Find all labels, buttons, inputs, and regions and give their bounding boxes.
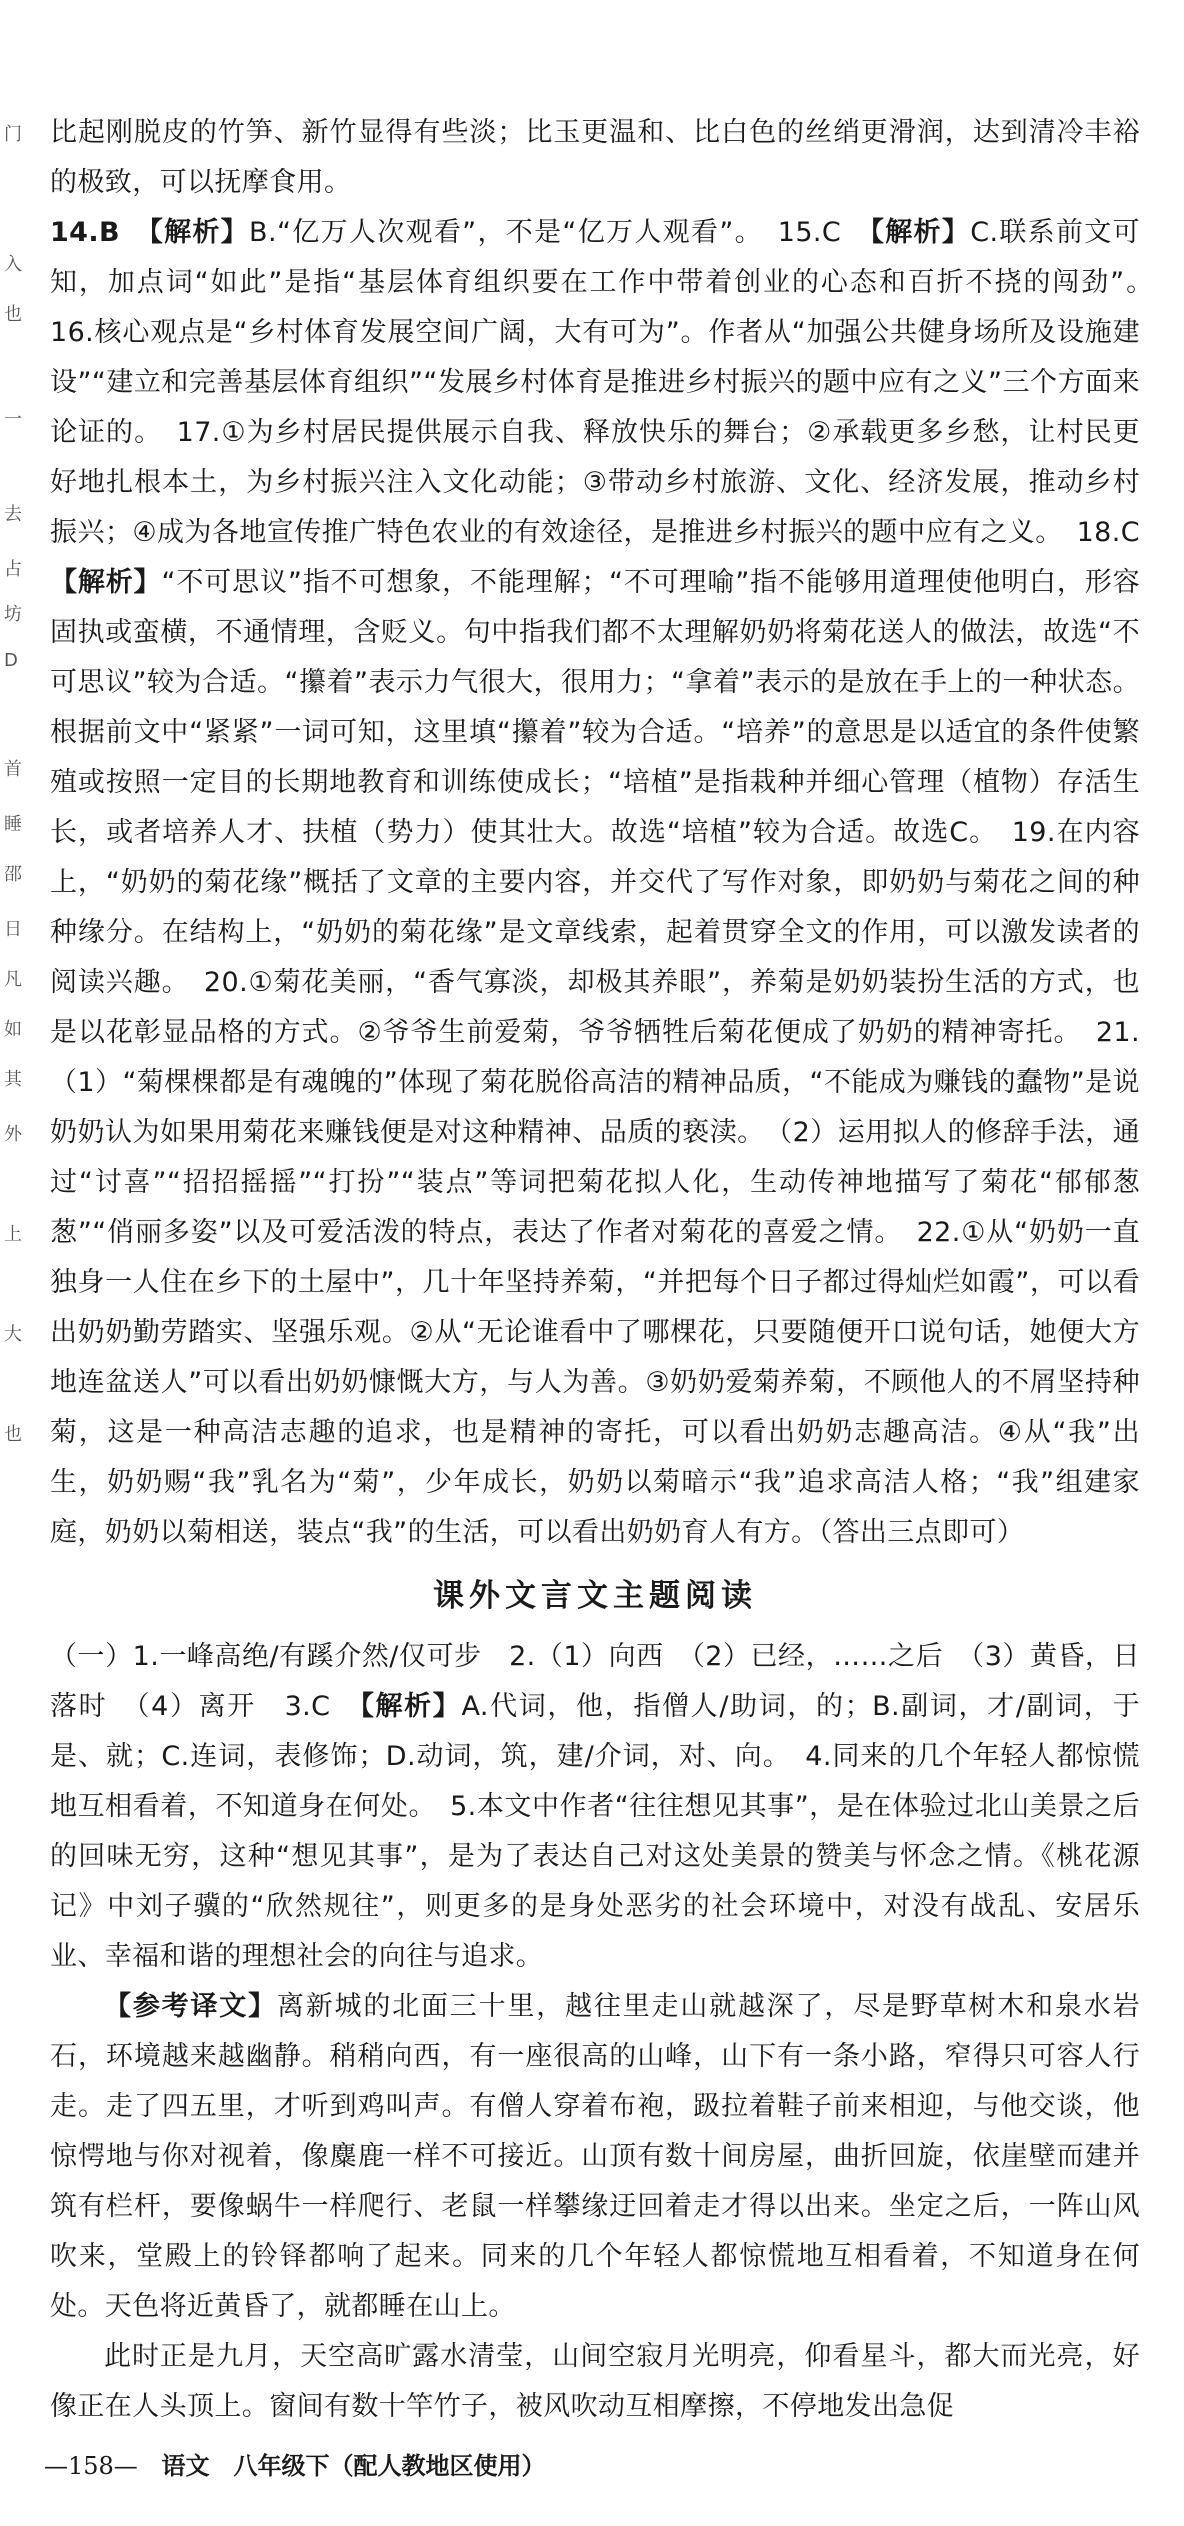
page-content: [50, 108, 1168, 2432]
translation-paragraph: [50, 1982, 1140, 2332]
answer-text: C.联系前文可知，加点词“如此”是指“基层体育组织要在工作中带着创业的心态和百折不挠的闯劲”。 16.核心观点是“乡村体育发展空间广阔，大有可为”。作者从“加强公共健身场所及设施建设”“建立和完善基层体育组织”“发展乡村体育是推进乡村振兴的题中应有之义”三个方面来论证的。 17.①为乡村居民提供展示自我、释放快乐的舞台；②承载更多乡愁，让村民更好地扎根本土，为乡村振兴注入文化动能；③带动乡村旅游、文化、经济发展，推动乡村振兴；④成为各地宣传推广特色农业的有效途径，是推进乡村振兴的题中应有之义。 18.C: [50, 217, 1168, 548]
translation-label: 【参考译文】: [104, 1991, 277, 2022]
binding-gutter: [0, 0, 30, 2526]
gutter-char: D: [4, 650, 18, 671]
page-footer: [44, 2446, 545, 2481]
answer-text: B.“亿万人次观看”，不是“亿万人观看”。 15.C: [249, 217, 842, 248]
gutter-char: 上: [4, 1224, 22, 1245]
gutter-char: 也: [4, 1424, 22, 1445]
gutter-char: 也: [4, 304, 22, 325]
analysis-tag: 【解析】: [149, 217, 250, 248]
analysis-tag: 【解析】: [870, 217, 971, 248]
gutter-char: 睡: [4, 814, 22, 835]
classical-answers: [50, 1632, 1140, 1982]
gutter-char: 占: [4, 559, 22, 580]
gutter-char: 坊: [4, 604, 22, 625]
question-number: 14.B: [50, 217, 121, 248]
gutter-char: 外: [4, 1124, 22, 1145]
answer-paragraph-continued: 比起刚脱皮的竹笋、新竹显得有些淡；比玉更温和、比白色的丝绡更滑润，达到清冷丰裕的极致，可以抚摩食用。: [50, 117, 1140, 198]
gutter-char: 日: [4, 919, 22, 940]
gutter-char: 邵: [4, 864, 22, 885]
answer-paragraph: [50, 208, 1168, 1558]
translation-paragraph: 此时正是九月，天空高旷露水清莹，山间空寂月光明亮，仰看星斗，都大而光亮，好像正在人头顶上。窗间有数十竿竹子，被风吹动互相摩擦，不停地发出急促: [50, 2341, 1140, 2422]
gutter-char: 大: [4, 1324, 22, 1345]
translation-text: 离新城的北面三十里，越往里走山就越深了，尽是野草树木和泉水岩石，环境越来越幽静。稍稍向西，有一座很高的山峰，山下有一条小路，窄得只可容人行走。走了四五里，才听到鸡叫声。有僧人穿着布袍，趿拉着鞋子前来相迎，与他交谈，他惊愕地与你对视着，像麋鹿一样不可接近。山顶有数十间房屋，曲折回旋，依崖壁而建并筑有栏杆，要像蜗牛一样爬行、老鼠一样攀缘迂回着走才得以出来。坐定之后，一阵山风吹来，堂殿上的铃铎都响了起来。同来的几个年轻人都惊慌地互相看着，不知道身在何处。天色将近黄昏了，就都睡在山上。: [50, 1991, 1140, 2322]
analysis-tag: 【解析】: [360, 1691, 462, 1722]
book-subject: 语文 八年级下（配人教地区使用）: [161, 2451, 546, 2480]
answer-text: A.代词，他，指僧人/助词，的；B.副词，才/副词，于是、就；C.连词，表修饰；D.动词，筑，建/介词，对、向。 4.同来的几个年轻人都惊慌地互相看着，不知道身在何处。 5.本文中作者“往往想见其事”，是在体验过北山美景之后的回味无穷，这种“想见其事”，是为了表达自己对这处美景的赞美与怀念之情。《桃花源记》中刘子骥的“欣然规往”，则更多的是身处恶劣的社会环境中，对没有战乱、安居乐业、幸福和谐的理想社会的向往与追求。: [50, 1691, 1140, 1972]
gutter-char: 一: [4, 409, 22, 430]
gutter-char: 如: [4, 1019, 22, 1040]
answer-text: （一）1.一峰高绝/有蹊介然/仅可步 2.（1）向西 （2）已经，……之后 （3）黄昏，日落时 （4）离开 3.C: [50, 1641, 1140, 1722]
gutter-char: 其: [4, 1069, 22, 1090]
section-title: 课外文言文主题阅读: [433, 1578, 757, 1614]
analysis-tag: 【解析】: [50, 567, 162, 598]
gutter-char: 凡: [4, 969, 22, 990]
gutter-char: 入: [4, 254, 22, 275]
answer-text: “不可思议”指不可想象，不能理解；“不可理喻”指不能够用道理使他明白，形容固执或蛮横，不通情理，含贬义。句中指我们都不太理解奶奶将菊花送人的做法，故选“不可思议”较为合适。“攥着”表示力气很大，很用力；“拿着”表示的是放在手上的一种状态。根据前文中“紧紧”一词可知，这里填“攥着”较为合适。“培养”的意思是以适宜的条件使繁殖或按照一定目的长期地教育和训练使成长；“培植”是指栽种并细心管理（植物）存活生长，或者培养人才、扶植（势力）使其壮大。故选“培植”较为合适。故选C。 19.在内容上，“奶奶的菊花缘”概括了文章的主要内容，并交代了写作对象，即奶奶与菊花之间的种种缘分。在结构上，“奶奶的菊花缘”是文章线索，起着贯穿全文的作用，可以激发读者的阅读兴趣。 20.①菊花美丽，“香气寡淡，却极其养眼”，养菊是奶奶装扮生活的方式，也是以花彰显品格的方式。②爷爷生前爱菊，爷爷牺牲后菊花便成了奶奶的精神寄托。 21.（1）“菊棵棵都是有魂魄的”体现了菊花脱俗高洁的精神品质，“不能成为赚钱的蠢物”是说奶奶认为如果用菊花来赚钱便是对这种精神、品质的亵渎。 （2）运用拟人的修辞手法，通过“讨喜”“招招摇摇”“打扮”“装点”等词把菊花拟人化，生动传神地描写了菊花“郁郁葱葱”“俏丽多姿”以及可爱活泼的特点，表达了作者对菊花的喜爱之情。 22.①从“奶奶一直独身一人住在乡下的土屋中”，几十年坚持养菊，“并把每个日子都过得灿烂如霞”，可以看出奶奶勤劳踏实、坚强乐观。②从“无论谁看中了哪棵花，只要随便开口说句话，她便大方地连盆送人”可以看出奶奶慷慨大方，与人为善。③奶奶爱菊养菊，不顾他人的不屑坚持种菊，这是一种高洁志趣的追求，也是精神的寄托，可以看出奶奶志趣高洁。④从“我”出生，奶奶赐“我”乳名为“菊”，少年成长，奶奶以菊暗示“我”追求高洁人格；“我”组建家庭，奶奶以菊相送，装点“我”的生活，可以看出奶奶育人有方。（答出三点即可）: [50, 567, 1140, 1548]
gutter-char: 首: [4, 759, 22, 780]
page-number: —158—: [44, 2452, 138, 2480]
gutter-char: 门: [4, 124, 22, 145]
gutter-char: 去: [4, 504, 22, 525]
